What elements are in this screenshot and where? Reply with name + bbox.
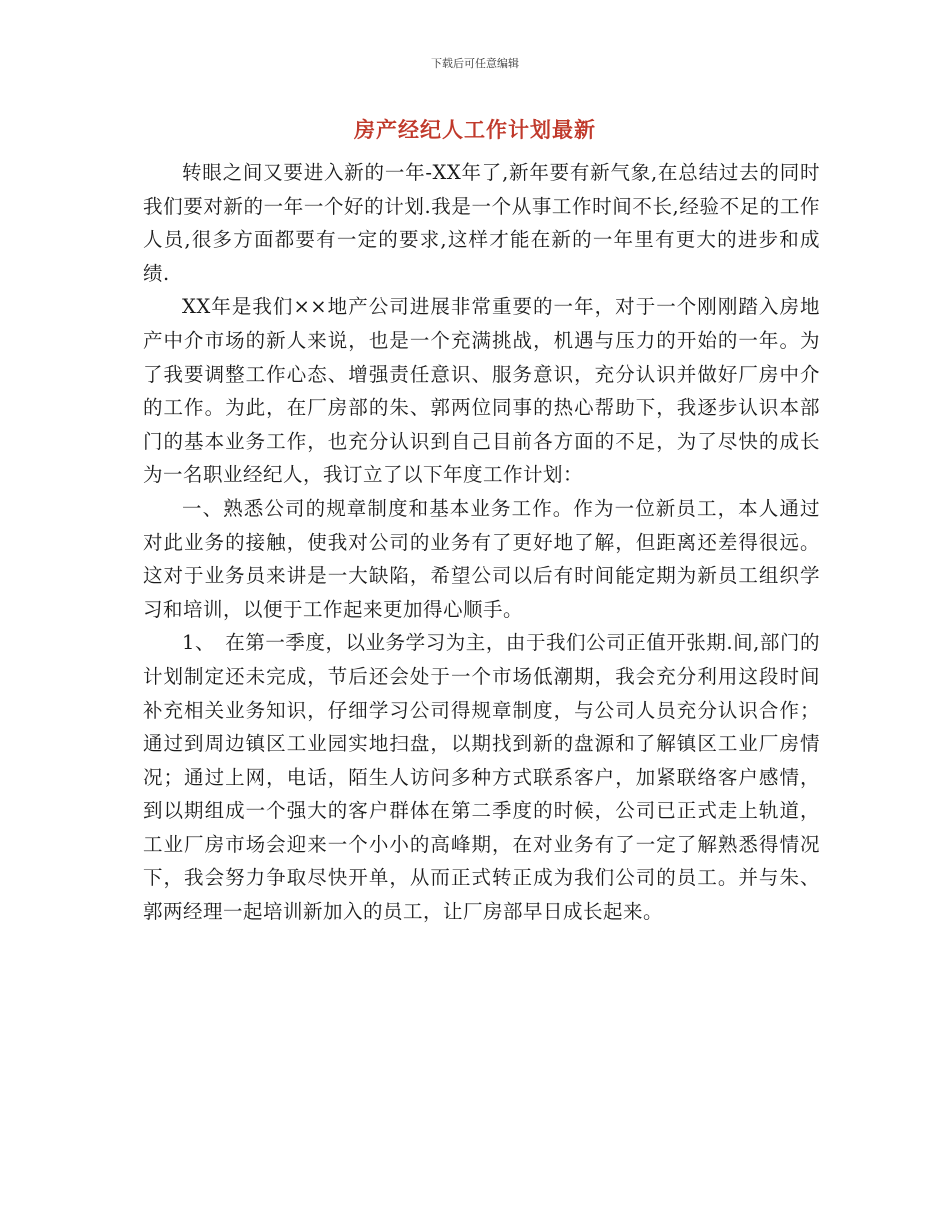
document-body (143, 156, 820, 929)
paragraph-section-one: 一、熟悉公司的规章制度和基本业务工作。作为一位新员工，本人通过对此业务的接触，使我对公司的业务有了更好地了解，但距离还差得很远。这对于业务员来讲是一大缺陷，希望公司以后有时间能定期为新员工组织学习和培训，以便于工作起来更加得心顺手。 (143, 496, 820, 621)
header-note: 下载后可任意编辑 (431, 57, 519, 70)
paragraph-background: XX年是我们××地产公司进展非常重要的一年，对于一个刚刚踏入房地产中介市场的新人来说，也是一个充满挑战，机遇与压力的开始的一年。为了我要调整工作心态、增强责任意识、服务意识，充分认识并做好厂房中介的工作。为此，在厂房部的朱、郭两位同事的热心帮助下，我逐步认识本部门的基本业务工作，也充分认识到自己目前各方面的不足，为了尽快的成长为一名职业经纪人，我订立了以下年度工作计划： (143, 295, 820, 487)
document-title: 房产经纪人工作计划最新 (354, 118, 596, 142)
paragraph-item-one: 1、 在第一季度，以业务学习为主，由于我们公司正值开张期.间,部门的计划制定还未完成，节后还会处于一个市场低潮期，我会充分利用这段时间补充相关业务知识，仔细学习公司得规章制度，与公司人员充分认识合作；通过到周边镇区工业园实地扫盘，以期找到新的盘源和了解镇区工业厂房情况；通过上网，电话，陌生人访问多种方式联系客户，加紧联络客户感情，到以期组成一个强大的客户群体在第二季度的时候，公司已正式走上轨道，工业厂房市场会迎来一个小小的高峰期，在对业务有了一定了解熟悉得情况下，我会努力争取尽快开单，从而正式转正成为我们公司的员工。并与朱、郭两经理一起培训新加入的员工，让厂房部早日成长起来。 (143, 631, 820, 924)
paragraph-intro: 转眼之间又要进入新的一年-XX年了,新年要有新气象,在总结过去的同时我们要对新的一年一个好的计划.我是一个从事工作时间不长,经验不足的工作人员,很多方面都要有一定的要求,这样才能在新的一年里有更大的进步和成绩. (143, 161, 820, 285)
